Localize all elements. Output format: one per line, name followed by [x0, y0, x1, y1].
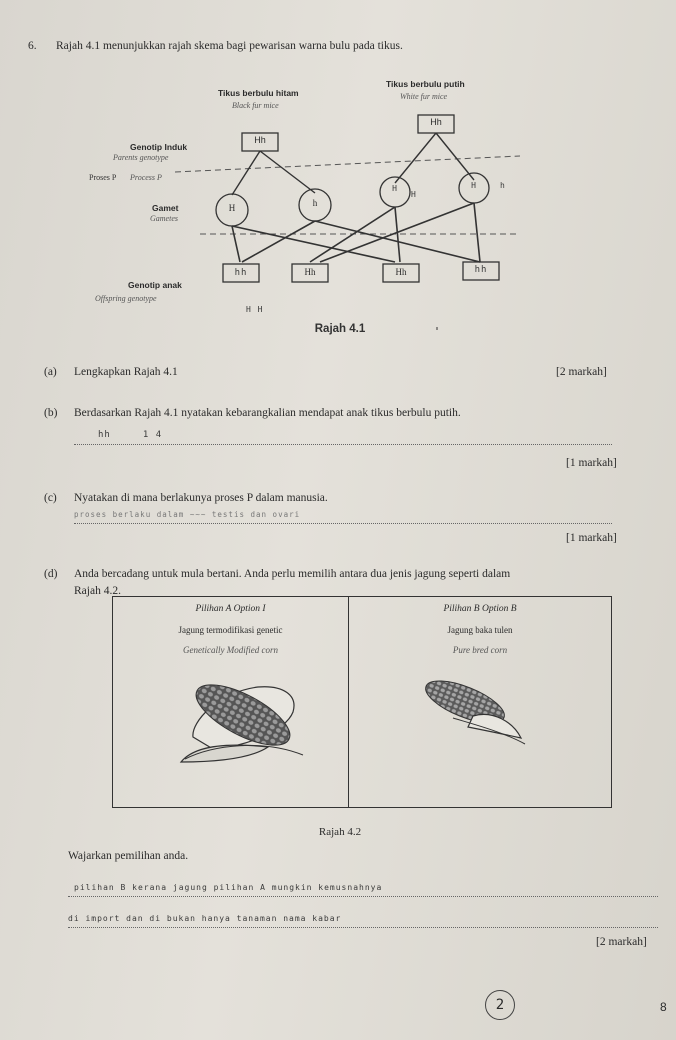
option-b-title: Pilihan B Option B [443, 604, 517, 614]
option-b-malay: Jagung baka tulen [447, 625, 513, 635]
offspring-note: H H [246, 305, 264, 314]
row-offspring-sublabel: Offspring genotype [95, 294, 157, 303]
part-b-label: (b) [44, 407, 58, 419]
option-b-english: Pure bred corn [452, 645, 508, 655]
offspring-1: hh [234, 268, 248, 278]
option-a-malay: Jagung termodifikasi genetic [178, 625, 283, 635]
row-gamete-sublabel: Gametes [150, 214, 178, 223]
part-d-label: (d) [44, 568, 58, 580]
gamete-3-scribble: H [392, 184, 398, 193]
part-d-answer-rule1 [68, 896, 658, 897]
figure-4-2-caption: Rajah 4.2 [318, 826, 362, 838]
offspring-3: Hh [395, 267, 407, 277]
option-a-english: Genetically Modified corn [183, 645, 278, 655]
part-d-marks: [2 markah] [596, 936, 647, 948]
row-process-sublabel: Process P [130, 173, 162, 182]
part-a-text: Lengkapkan Rajah 4.1 [74, 366, 178, 378]
gamete-1: H [228, 203, 236, 213]
part-d-prompt: Wajarkan pemilihan anda. [68, 850, 189, 862]
figure-4-2-table [112, 596, 612, 808]
part-d-text: Anda bercadang untuk mula bertani. Anda perlu memilih antara dua jenis jagung seperti dalam [74, 568, 511, 580]
left-parent-title: Tikus berbulu hitam [218, 88, 299, 98]
offspring-4: hh [474, 265, 488, 275]
part-b-marks: [1 markah] [566, 457, 617, 469]
gamete-4: H [471, 181, 477, 190]
part-c-marks: [1 markah] [566, 532, 617, 544]
part-c-answer: proses berlaku dalam ~~~ testis dan ovari [74, 510, 301, 519]
question-number: 6. [28, 40, 37, 52]
parent-genotype-left: Hh [254, 135, 266, 145]
part-c-label: (c) [44, 492, 57, 504]
part-d-text2: Rajah 4.2. [74, 585, 121, 597]
part-d-answer-line2: di import dan di bukan hanya tanaman nama kabar [68, 914, 342, 923]
row-parent-label: Genotip Induk [130, 142, 188, 152]
row-offspring-label: Genotip anak [128, 280, 182, 290]
gamete-extra: h [500, 181, 506, 190]
pure-bred-corn-illustration [413, 672, 533, 752]
option-a-title: Pilihan A Option I [195, 604, 266, 614]
part-c-text: Nyatakan di mana berlakunya proses P dalam manusia. [74, 492, 328, 504]
part-a-marks: [2 markah] [556, 366, 607, 378]
right-parent-subtitle: White fur mice [400, 92, 448, 101]
parent-genotype-right: Hh [430, 117, 442, 127]
figure-4-1-caption: Rajah 4.1 [314, 323, 366, 335]
part-a-label: (a) [44, 366, 57, 378]
offspring-2: Hh [304, 267, 316, 277]
right-parent-title: Tikus berbulu putih [386, 79, 465, 89]
part-b-text: Berdasarkan Rajah 4.1 nyatakan kebarangkalian mendapat anak tikus berbulu putih. [74, 407, 461, 419]
page-number: 8 [660, 1000, 667, 1014]
gm-corn-illustration [173, 667, 313, 767]
row-gamete-label: Gamet [152, 203, 179, 213]
score-circle: 2 [485, 990, 515, 1020]
part-b-answer: hh 1 4 [98, 430, 163, 440]
gamete-2: h [312, 198, 318, 208]
part-d-answer-rule2 [68, 927, 658, 928]
question-intro-text: Rajah 4.1 menunjukkan rajah skema bagi pewarisan warna bulu pada tikus. [56, 40, 403, 52]
row-parent-sublabel: Parents genotype [113, 153, 169, 162]
part-d-answer-line1: pilihan B kerana jagung pilihan A mungkin kemusnahnya [74, 883, 383, 892]
row-process-label: Proses P [89, 173, 117, 182]
part-c-answer-line [74, 523, 612, 524]
gamete-3: H [411, 190, 417, 199]
inheritance-diagram-lines [0, 0, 676, 330]
left-parent-subtitle: Black fur mice [232, 101, 279, 110]
part-b-answer-line [74, 444, 612, 445]
